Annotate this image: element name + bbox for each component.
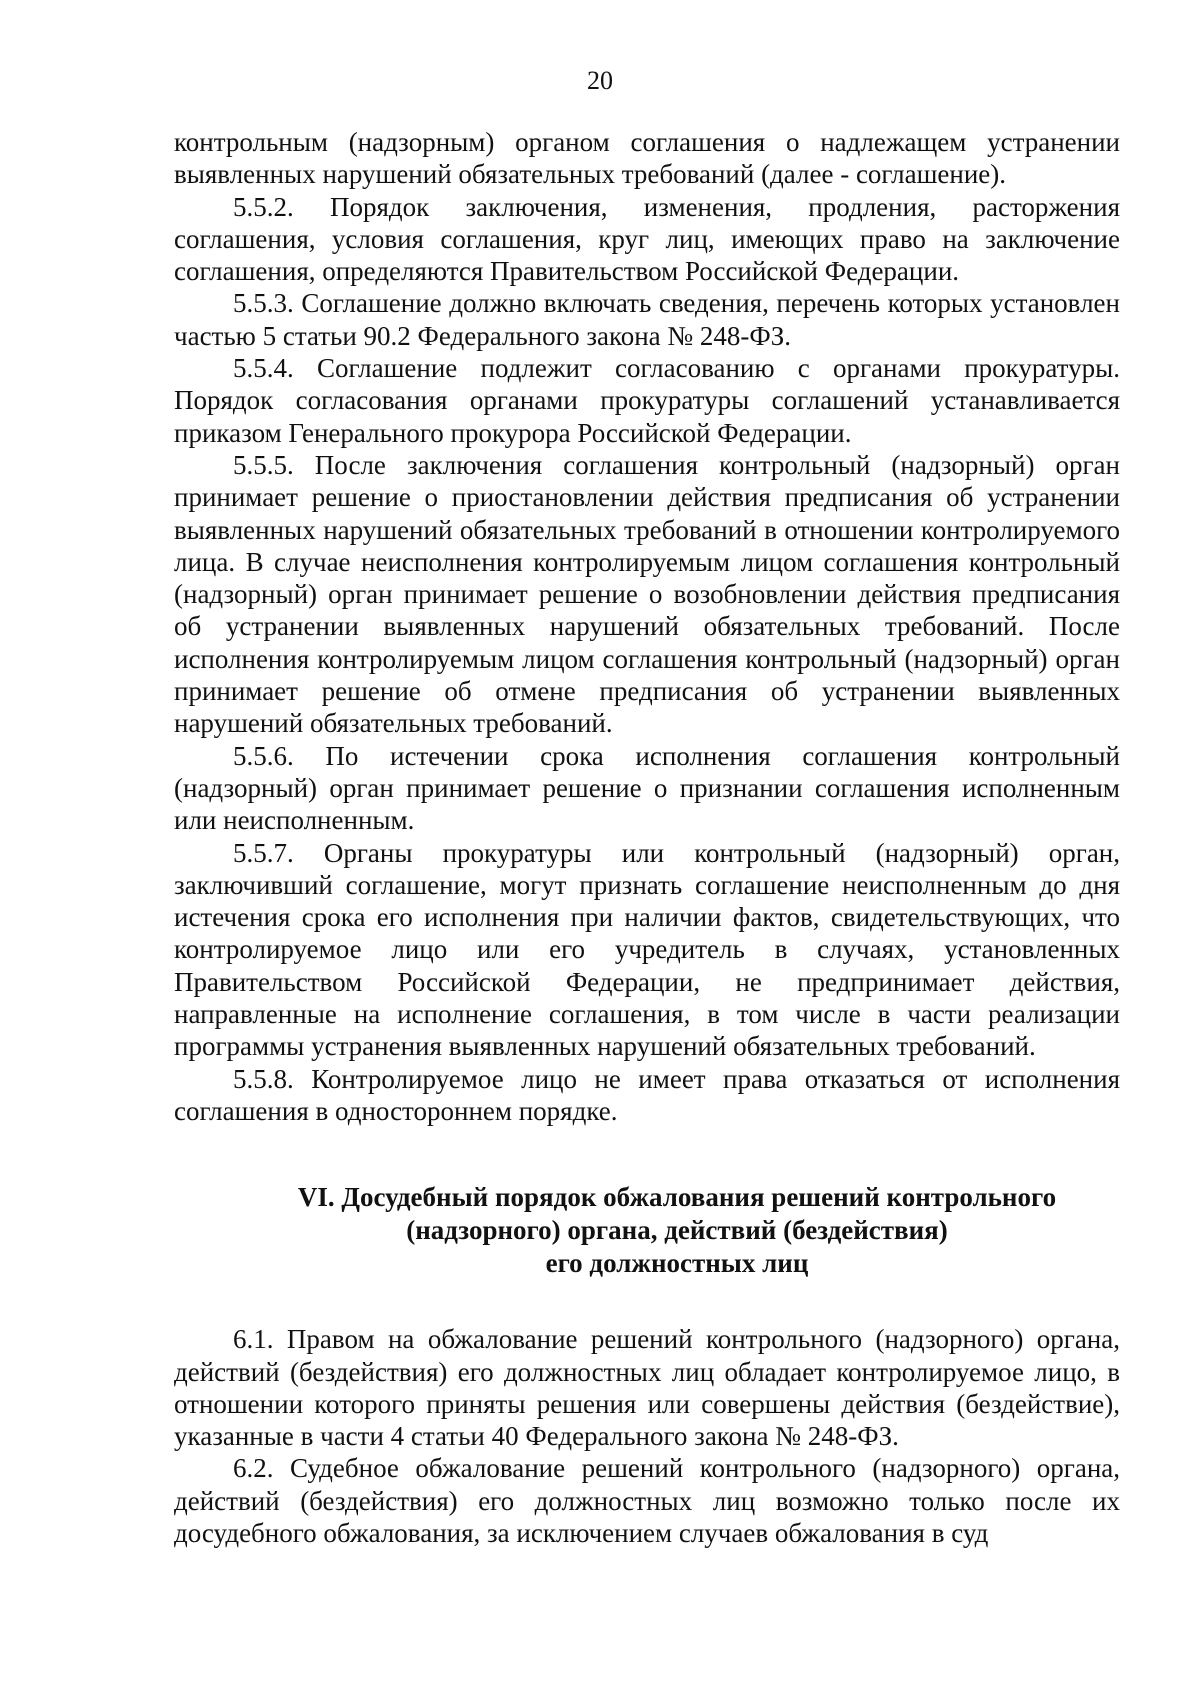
paragraph-continuation: контрольным (надзорным) органом соглашения о надлежащем устранении выявленных нарушений обязательных требований (далее - соглашение). [174,127,1120,190]
section-heading-line-2: (надзорного) органа, действий (бездействия) [406,1215,948,1246]
paragraph-5-5-5: 5.5.5. После заключения соглашения контрольный (надзорный) орган принимает решение о приостановлении действия предписания об устранении выявленных нарушений обязательных требований в отношении контролируемого лица. В случае неисполнения контролируемым лицом соглашения контрольный (надзорный) орган принимает решение о возобновлении действия предписания об устранении выявленных нарушений обязательных требований. После исполнения контролируемым лицом соглашения контрольный (надзорный) орган принимает решение об отмене предписания об устранении выявленных нарушений обязательных требований. [174,449,1120,739]
section-heading [174,1181,1120,1280]
section-heading-line-1: VI. Досудебный порядок обжалования решений контрольного [297,1182,1057,1213]
paragraph-5-5-8: 5.5.8. Контролируемое лицо не имеет права отказаться от исполнения соглашения в одностороннем порядке. [174,1063,1120,1126]
section-body [174,1323,1120,1549]
paragraph-5-5-7: 5.5.7. Органы прокуратуры или контрольный (надзорный) орган, заключивший соглашение, могут признать соглашение неисполненным до дня истечения срока его исполнения при наличии фактов, свидетельствующих, что контролируемое лицо или его учредитель в случаях, установленных Правительством Российской Федерации, не предпринимает действия, направленные на исполнение соглашения, в том числе в части реализации программы устранения выявленных нарушений обязательных требований. [174,837,1120,1062]
paragraph-5-5-2: 5.5.2. Порядок заключения, изменения, продления, расторжения соглашения, условия соглашения, круг лиц, имеющих право на заключение соглашения, определяются Правительством Российской Федерации. [174,191,1120,287]
paragraph-6-2: 6.2. Судебное обжалование решений контрольного (надзорного) органа, действий (бездействия) его должностных лиц возможно только после их досудебного обжалования, за исключением случаев обжалования в суд [174,1453,1120,1548]
paragraph-5-5-6: 5.5.6. По истечении срока исполнения соглашения контрольный (надзорный) орган принимает решение о признании соглашения исполненным или неисполненным. [174,740,1120,836]
paragraph-5-5-3: 5.5.3. Соглашение должно включать сведения, перечень которых установлен частью 5 статьи 90.2 Федерального закона № 248-ФЗ. [174,288,1120,351]
paragraph-6-1: 6.1. Правом на обжалование решений контрольного (надзорного) органа, действий (бездействия) его должностных лиц обладает контролируемое лицо, в отношении которого приняты решения или совершены действия (бездействие), указанные в части 4 статьи 40 Федерального закона № 248-ФЗ. [174,1324,1120,1452]
paragraph-5-5-4: 5.5.4. Соглашение подлежит согласованию с органами прокуратуры. Порядок согласования органами прокуратуры соглашений устанавливается приказом Генерального прокурора Российской Федерации. [174,353,1120,448]
page-number: 20 [587,66,613,95]
section-heading-line-3: его должностных лиц [545,1248,809,1279]
document-body [174,126,1120,1549]
